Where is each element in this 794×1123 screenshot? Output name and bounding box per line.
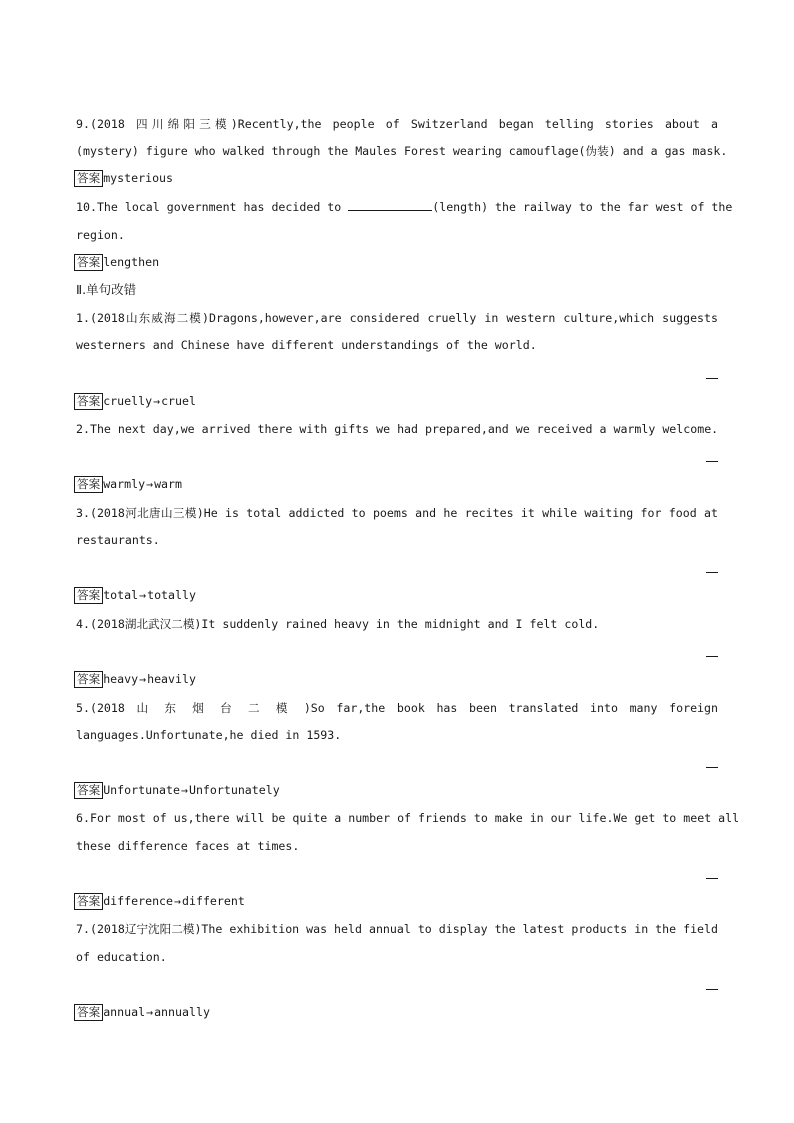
c1-line2: westerners and Chinese have different understandings of the world. xyxy=(76,338,537,352)
answer-wrong: difference xyxy=(103,894,174,908)
c4-line1: 4.(2018湖北武汉二模)It suddenly rained heavy in the midnight and I felt cold. xyxy=(76,617,600,631)
c7-mark xyxy=(706,989,718,990)
answer-wrong: cruelly xyxy=(103,394,153,408)
arrow-icon: → xyxy=(153,394,161,408)
c1-mark xyxy=(706,378,718,379)
answer-right: annually xyxy=(154,1005,210,1019)
c5-line2: languages.Unfortunate,he died in 1593. xyxy=(76,728,342,742)
c7-line1: 7.(2018辽宁沈阳二模)The exhibition was held annual to display the latest products in the field xyxy=(76,922,718,936)
q9-answer xyxy=(74,170,716,187)
answer-right: heavily xyxy=(147,672,196,686)
arrow-icon: → xyxy=(139,672,147,686)
q10-text-pre: 10.The local government has decided to xyxy=(76,200,349,214)
c2-mark xyxy=(706,461,718,462)
c6-line2: these difference faces at times. xyxy=(76,839,300,853)
answer-text: mysterious xyxy=(103,171,174,185)
answer-label: 答案 xyxy=(74,893,103,910)
answer-text: lengthen xyxy=(103,255,160,269)
c5-answer xyxy=(74,782,716,799)
answer-label: 答案 xyxy=(74,254,103,271)
arrow-icon: → xyxy=(146,477,154,491)
answer-right: warm xyxy=(154,477,182,491)
answer-label: 答案 xyxy=(74,587,103,604)
answer-wrong: total xyxy=(103,588,139,602)
q9-line1: 9.(2018 四川绵阳三模)Recently,the people of Switzerland began telling stories about a xyxy=(76,117,718,131)
arrow-icon: → xyxy=(146,1005,154,1019)
c6-answer xyxy=(74,893,716,910)
c5-mark xyxy=(706,767,718,768)
answer-right: Unfortunately xyxy=(188,783,280,797)
c3-mark xyxy=(706,572,718,573)
section-heading: Ⅱ.单句改错 xyxy=(76,282,137,297)
answer-wrong: heavy xyxy=(103,672,139,686)
answer-label: 答案 xyxy=(74,393,103,410)
answer-label: 答案 xyxy=(74,476,103,493)
q10-line2: region. xyxy=(76,228,125,242)
answer-right: cruel xyxy=(161,394,196,408)
c2-line1: 2.The next day,we arrived there with gifts we had prepared,and we received a warmly welcome. xyxy=(76,422,719,436)
c7-answer xyxy=(74,1004,716,1021)
q9-line2: (mystery) figure who walked through the Maules Forest wearing camouflage(伪装) and a gas mask. xyxy=(76,144,728,158)
c5-line1: 5.(2018 山 东 烟 台 二 模 )So far,the book has been translated into many foreign xyxy=(76,701,718,715)
c3-line1: 3.(2018河北唐山三模)He is total addicted to poems and he recites it while waiting for food at xyxy=(76,506,718,520)
c7-line2: of education. xyxy=(76,950,167,964)
c3-answer xyxy=(74,587,716,604)
q10-line1 xyxy=(76,199,733,215)
answer-label: 答案 xyxy=(74,782,103,799)
answer-right: different xyxy=(182,894,245,908)
answer-wrong: Unfortunate xyxy=(103,783,180,797)
answer-label: 答案 xyxy=(74,170,103,187)
arrow-icon: → xyxy=(174,894,181,908)
c1-line1: 1.(2018山东威海二模)Dragons,however,are considered cruelly in western culture,which suggests xyxy=(76,311,718,325)
answer-label: 答案 xyxy=(74,671,103,688)
answer-wrong: warmly xyxy=(103,477,146,491)
q10-blank xyxy=(348,199,432,211)
c6-line1: 6.For most of us,there will be quite a number of friends to make in our life.We get to meet all xyxy=(76,811,740,825)
q10-text-post: (length) the railway to the far west of the xyxy=(432,200,733,214)
c2-answer xyxy=(74,476,716,493)
c4-mark xyxy=(706,656,718,657)
arrow-icon: → xyxy=(139,588,147,602)
arrow-icon: → xyxy=(180,783,188,797)
c4-answer xyxy=(74,671,716,688)
c1-answer xyxy=(74,393,716,410)
answer-right: totally xyxy=(147,588,196,602)
answer-label: 答案 xyxy=(74,1004,103,1021)
c6-mark xyxy=(706,878,718,879)
q10-answer xyxy=(74,254,716,271)
c3-line2: restaurants. xyxy=(76,533,160,547)
answer-wrong: annual xyxy=(103,1005,146,1019)
